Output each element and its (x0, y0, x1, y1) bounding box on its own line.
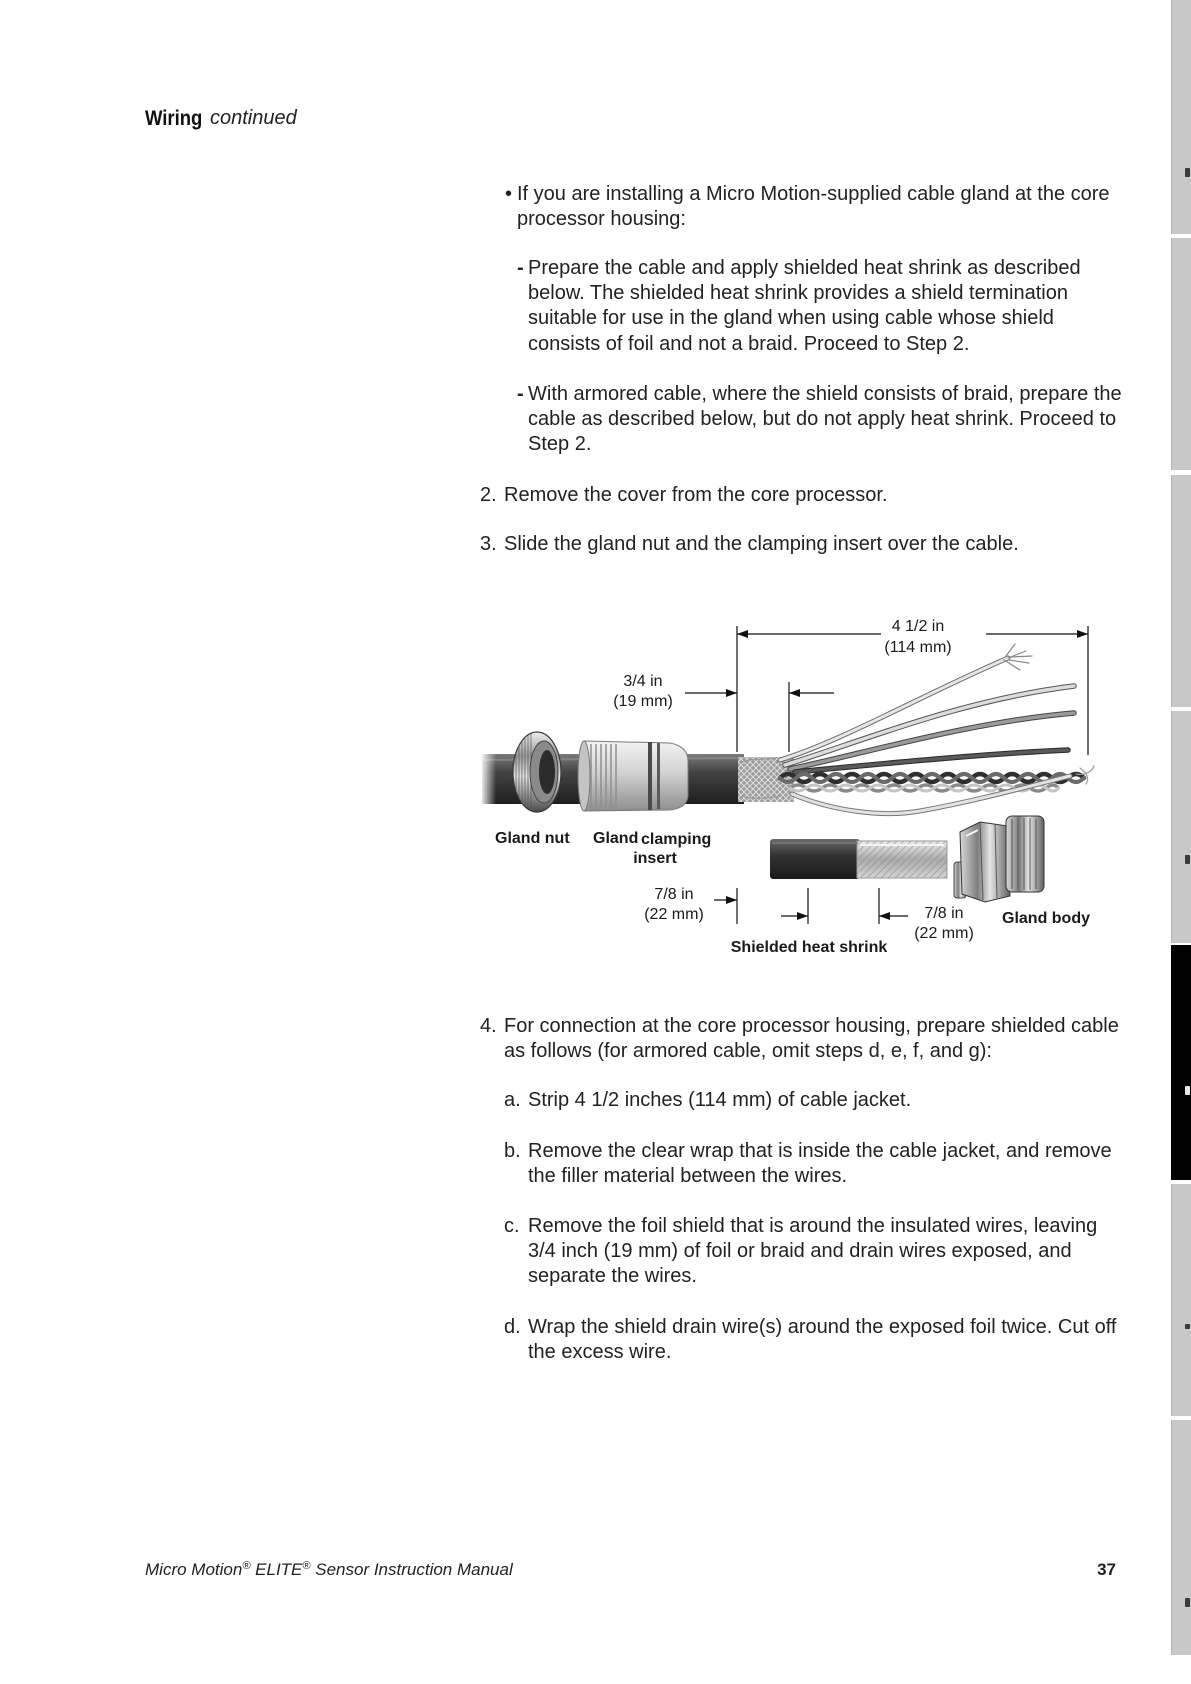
step-text: as follows (for armored cable, omit steps d, e, f, and g): (504, 1040, 992, 1062)
tab-label-fragment (1185, 1598, 1190, 1607)
tab-label-fragment (1185, 855, 1190, 864)
substep-text: 3/4 inch (19 mm) of foil or braid and drain wires exposed, and (528, 1240, 1072, 1262)
label-heat-shrink: Shielded heat shrink (730, 939, 888, 956)
step-text: For connection at the core processor housing, prepare shielded cable (504, 1015, 1119, 1037)
tab-label-fragment (1185, 1086, 1190, 1095)
sub-item-line: With armored cable, where the shield consists of braid, prepare the (528, 383, 1122, 405)
sub-item-line: cable as described below, but do not apply heat shrink. Proceed to (528, 408, 1117, 430)
section-tab (1171, 475, 1191, 707)
substep-text: separate the wires. (528, 1265, 697, 1287)
substep-letter: a. (504, 1089, 521, 1111)
substep-letter: b. (504, 1140, 521, 1162)
arrowhead-left (789, 689, 800, 697)
section-continued-note: continued (210, 107, 297, 129)
dimension-shrink (714, 888, 908, 924)
bullet-line: processor housing: (517, 208, 686, 230)
label-gland-body: Gland body (1002, 910, 1090, 927)
registered-mark: ® (302, 1560, 311, 1572)
dim-shrink-right-inches: 7/8 in (924, 905, 964, 922)
arrowhead-left (879, 912, 890, 920)
footer-brand: Micro Motion (145, 1560, 243, 1579)
shielded-heat-shrink (770, 839, 947, 879)
sub-item-line: Prepare the cable and apply shielded heat shrink as described (528, 257, 1081, 279)
page-number: 37 (1097, 1560, 1116, 1579)
substep-text: Strip 4 1/2 inches (114 mm) of cable jacket. (528, 1089, 912, 1111)
section-tab-active (1171, 945, 1191, 1180)
gland-body (954, 816, 1044, 902)
arrowhead-right (726, 689, 737, 697)
dim-shrink-right-metric: (22 mm) (914, 925, 974, 942)
dash-marker: - (517, 383, 524, 405)
tab-label-fragment (1185, 1324, 1190, 1329)
dimension-foil (685, 682, 834, 752)
label-gland: Gland (593, 830, 639, 847)
sub-item-line: consists of foil and not a braid. Proceed to Step 2. (528, 333, 970, 355)
substep-text: the excess wire. (528, 1341, 672, 1363)
substep-text: Remove the clear wrap that is inside the cable jacket, and remove (528, 1140, 1112, 1162)
clamping-insert (578, 741, 688, 811)
step-text: Remove the cover from the core processor. (504, 484, 888, 506)
dim-shrink-left-metric: (22 mm) (644, 906, 704, 923)
substep-text: Remove the foil shield that is around the insulated wires, leaving (528, 1215, 1098, 1237)
dim-total-inches: 4 1/2 in (891, 618, 945, 635)
arrowhead-left (737, 630, 748, 638)
arrowhead-right (1077, 630, 1088, 638)
substep-letter: c. (504, 1215, 520, 1237)
label-insert: insert (633, 850, 677, 867)
sub-item-line: below. The shielded heat shrink provides a shield termination (528, 282, 1068, 304)
dim-foil-metric: (19 mm) (613, 693, 673, 710)
footer-product: ELITE (255, 1560, 303, 1579)
dash-marker: - (517, 257, 524, 279)
substep-letter: d. (504, 1316, 521, 1338)
dim-shrink-left-inches: 7/8 in (654, 886, 694, 903)
footer-title-rest: Sensor Instruction Manual (315, 1560, 513, 1579)
section-tab (1171, 711, 1191, 943)
step-number: 4. (480, 1015, 497, 1037)
section-title: Wiring (145, 107, 203, 130)
label-clamping: clamping (641, 831, 712, 848)
dim-foil-inches: 3/4 in (623, 673, 663, 690)
footer-manual-title (145, 1557, 513, 1582)
section-tab (1171, 1184, 1191, 1416)
dim-total-metric: (114 mm) (884, 639, 952, 656)
cable-wires (742, 644, 1094, 814)
arrowhead-right (797, 912, 808, 920)
section-tab (1171, 0, 1191, 234)
step-number: 3. (480, 533, 497, 555)
label-gland-nut: Gland nut (495, 830, 570, 847)
bullet-line: If you are installing a Micro Motion-supplied cable gland at the core (517, 183, 1110, 205)
section-tab (1171, 1420, 1191, 1655)
bullet-marker: • (505, 183, 513, 205)
step-number: 2. (480, 484, 497, 506)
section-tab (1171, 238, 1191, 470)
substep-text: the filler material between the wires. (528, 1165, 848, 1187)
sub-item-line: Step 2. (528, 433, 592, 455)
tab-label-fragment (1185, 168, 1190, 177)
arrowhead-right (726, 896, 737, 904)
registered-mark: ® (242, 1560, 251, 1572)
substep-text: Wrap the shield drain wire(s) around the exposed foil twice. Cut off (528, 1316, 1117, 1338)
sub-item-line: suitable for use in the gland when using cable whose shield (528, 307, 1054, 329)
cable-gland-figure (480, 600, 1100, 965)
step-text: Slide the gland nut and the clamping insert over the cable. (504, 533, 1019, 555)
